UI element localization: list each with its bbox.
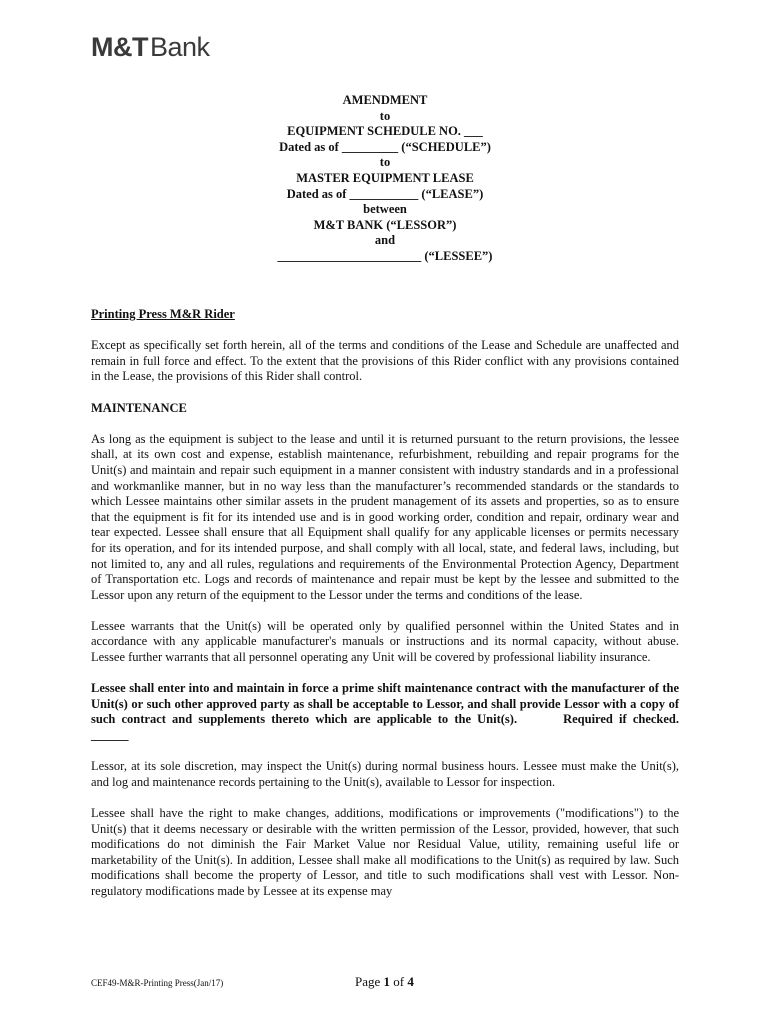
header-line: EQUIPMENT SCHEDULE NO. ___ bbox=[287, 124, 483, 139]
page-word: Page bbox=[355, 974, 381, 989]
page-current: 1 bbox=[383, 974, 391, 989]
mt-bank-logo bbox=[91, 32, 210, 63]
maintenance-paragraph-5: Lessee shall have the right to make changes, additions, modifications or improvements ("modifications") to the Unit(s) that it deems necessary or desirable with the written permission of the Lessor, provided, however, that such modifications do not diminish the Fair Market Value nor Residual Value, utility, remaining useful life or marketability of the Unit(s). In addition, Lessee shall make all modifications to the Unit(s) as required by law. Such modifications shall become the property of Lessor, and title to such modifications shall vest with Lessor. Non-regulatory modifications made by Lessee at its expense may bbox=[91, 806, 679, 898]
amendment-header bbox=[200, 93, 570, 265]
header-line: M&T BANK (“LESSOR”) bbox=[313, 217, 457, 232]
header-line: _______________________ (“LESSEE”) bbox=[277, 248, 493, 263]
header-line: AMENDMENT bbox=[342, 93, 428, 107]
header-line: and bbox=[374, 233, 396, 248]
header-line: Dated as of ___________ (“LEASE”) bbox=[286, 186, 484, 201]
document-body bbox=[91, 307, 679, 915]
logo-mt: M&T bbox=[91, 32, 148, 62]
maintenance-paragraph-1: As long as the equipment is subject to the lease and until it is returned pursuant to the return provisions, the lessee shall, at its own cost and expense, establish maintenance, refurbishment, rebuilding and repair programs for the Unit(s) and maintain and repair such equipment in a manner consistent with industry standards and in a professional and workmanlike manner, but in no way less than the manufacturer’s recommended standards or the standards to which Lessee maintains other similar assets in the prudent management of its assets and properties, so as to ensure that the equipment is fit for its intended use and is in good working order, condition and repair, ordinary wear and tear expected. Lessee shall ensure that all Equipment shall qualify for any applicable licenses or permits necessary for its operation, and for its intended purpose, and shall comply with all local, state, and federal laws, including, but not limited to, any and all rules, regulations and requirements of the Environmental Protection Agency, Department of Transportation etc. Logs and records of maintenance and repair must be kept by the lessee and submitted to the Lessor upon any return of the equipment to the Lessor under the terms and conditions of the lease. bbox=[91, 431, 679, 602]
contract-clause: Lessee shall enter into and maintain in force a prime shift maintenance contract with the manufacturer of the Unit(s) or such other approved party as shall be acceptable to Lessor, and shall provide Lessor with a copy of such contract and supplements thereto which are applicable to the Unit(s). bbox=[91, 681, 679, 727]
page-total: 4 bbox=[407, 974, 414, 989]
maintenance-contract-paragraph bbox=[91, 681, 679, 743]
maintenance-paragraph-2: Lessee warrants that the Unit(s) will be operated only by qualified personnel within the United States and in accordance with any applicable manufacturer's manuals or instructions and its normal capacity, without abuse. Lessee further warrants that all personnel operating any Unit will be covered by professional liability insurance. bbox=[91, 618, 679, 665]
required-if-checked: Required if checked. ______ bbox=[91, 712, 679, 743]
of-word: of bbox=[393, 974, 405, 989]
header-line: Dated as of _________ (“SCHEDULE”) bbox=[279, 139, 491, 154]
form-id: CEF49-M&R-Printing Press(Jan/17) bbox=[91, 978, 224, 988]
logo-bank: Bank bbox=[149, 32, 210, 62]
maintenance-paragraph-4: Lessor, at its sole discretion, may inspect the Unit(s) during normal business hours. Lessee must make the Unit(s), and log and maintenance records pertaining to the Unit(s), available to Lessor for inspection. bbox=[91, 759, 679, 789]
maintenance-heading: MAINTENANCE bbox=[91, 400, 187, 415]
header-line: to bbox=[379, 108, 391, 123]
header-line: to bbox=[379, 155, 391, 170]
header-line: between bbox=[363, 202, 407, 217]
page-number bbox=[355, 974, 414, 990]
header-line: MASTER EQUIPMENT LEASE bbox=[296, 170, 474, 185]
intro-paragraph: Except as specifically set forth herein, all of the terms and conditions of the Lease and Schedule are unaffected and remain in full force and effect. To the extent that the provisions of this Rider conflict with any provisions contained in the Lease, the provisions of this Rider shall control. bbox=[91, 338, 679, 384]
rider-title: Printing Press M&R Rider bbox=[91, 307, 235, 321]
